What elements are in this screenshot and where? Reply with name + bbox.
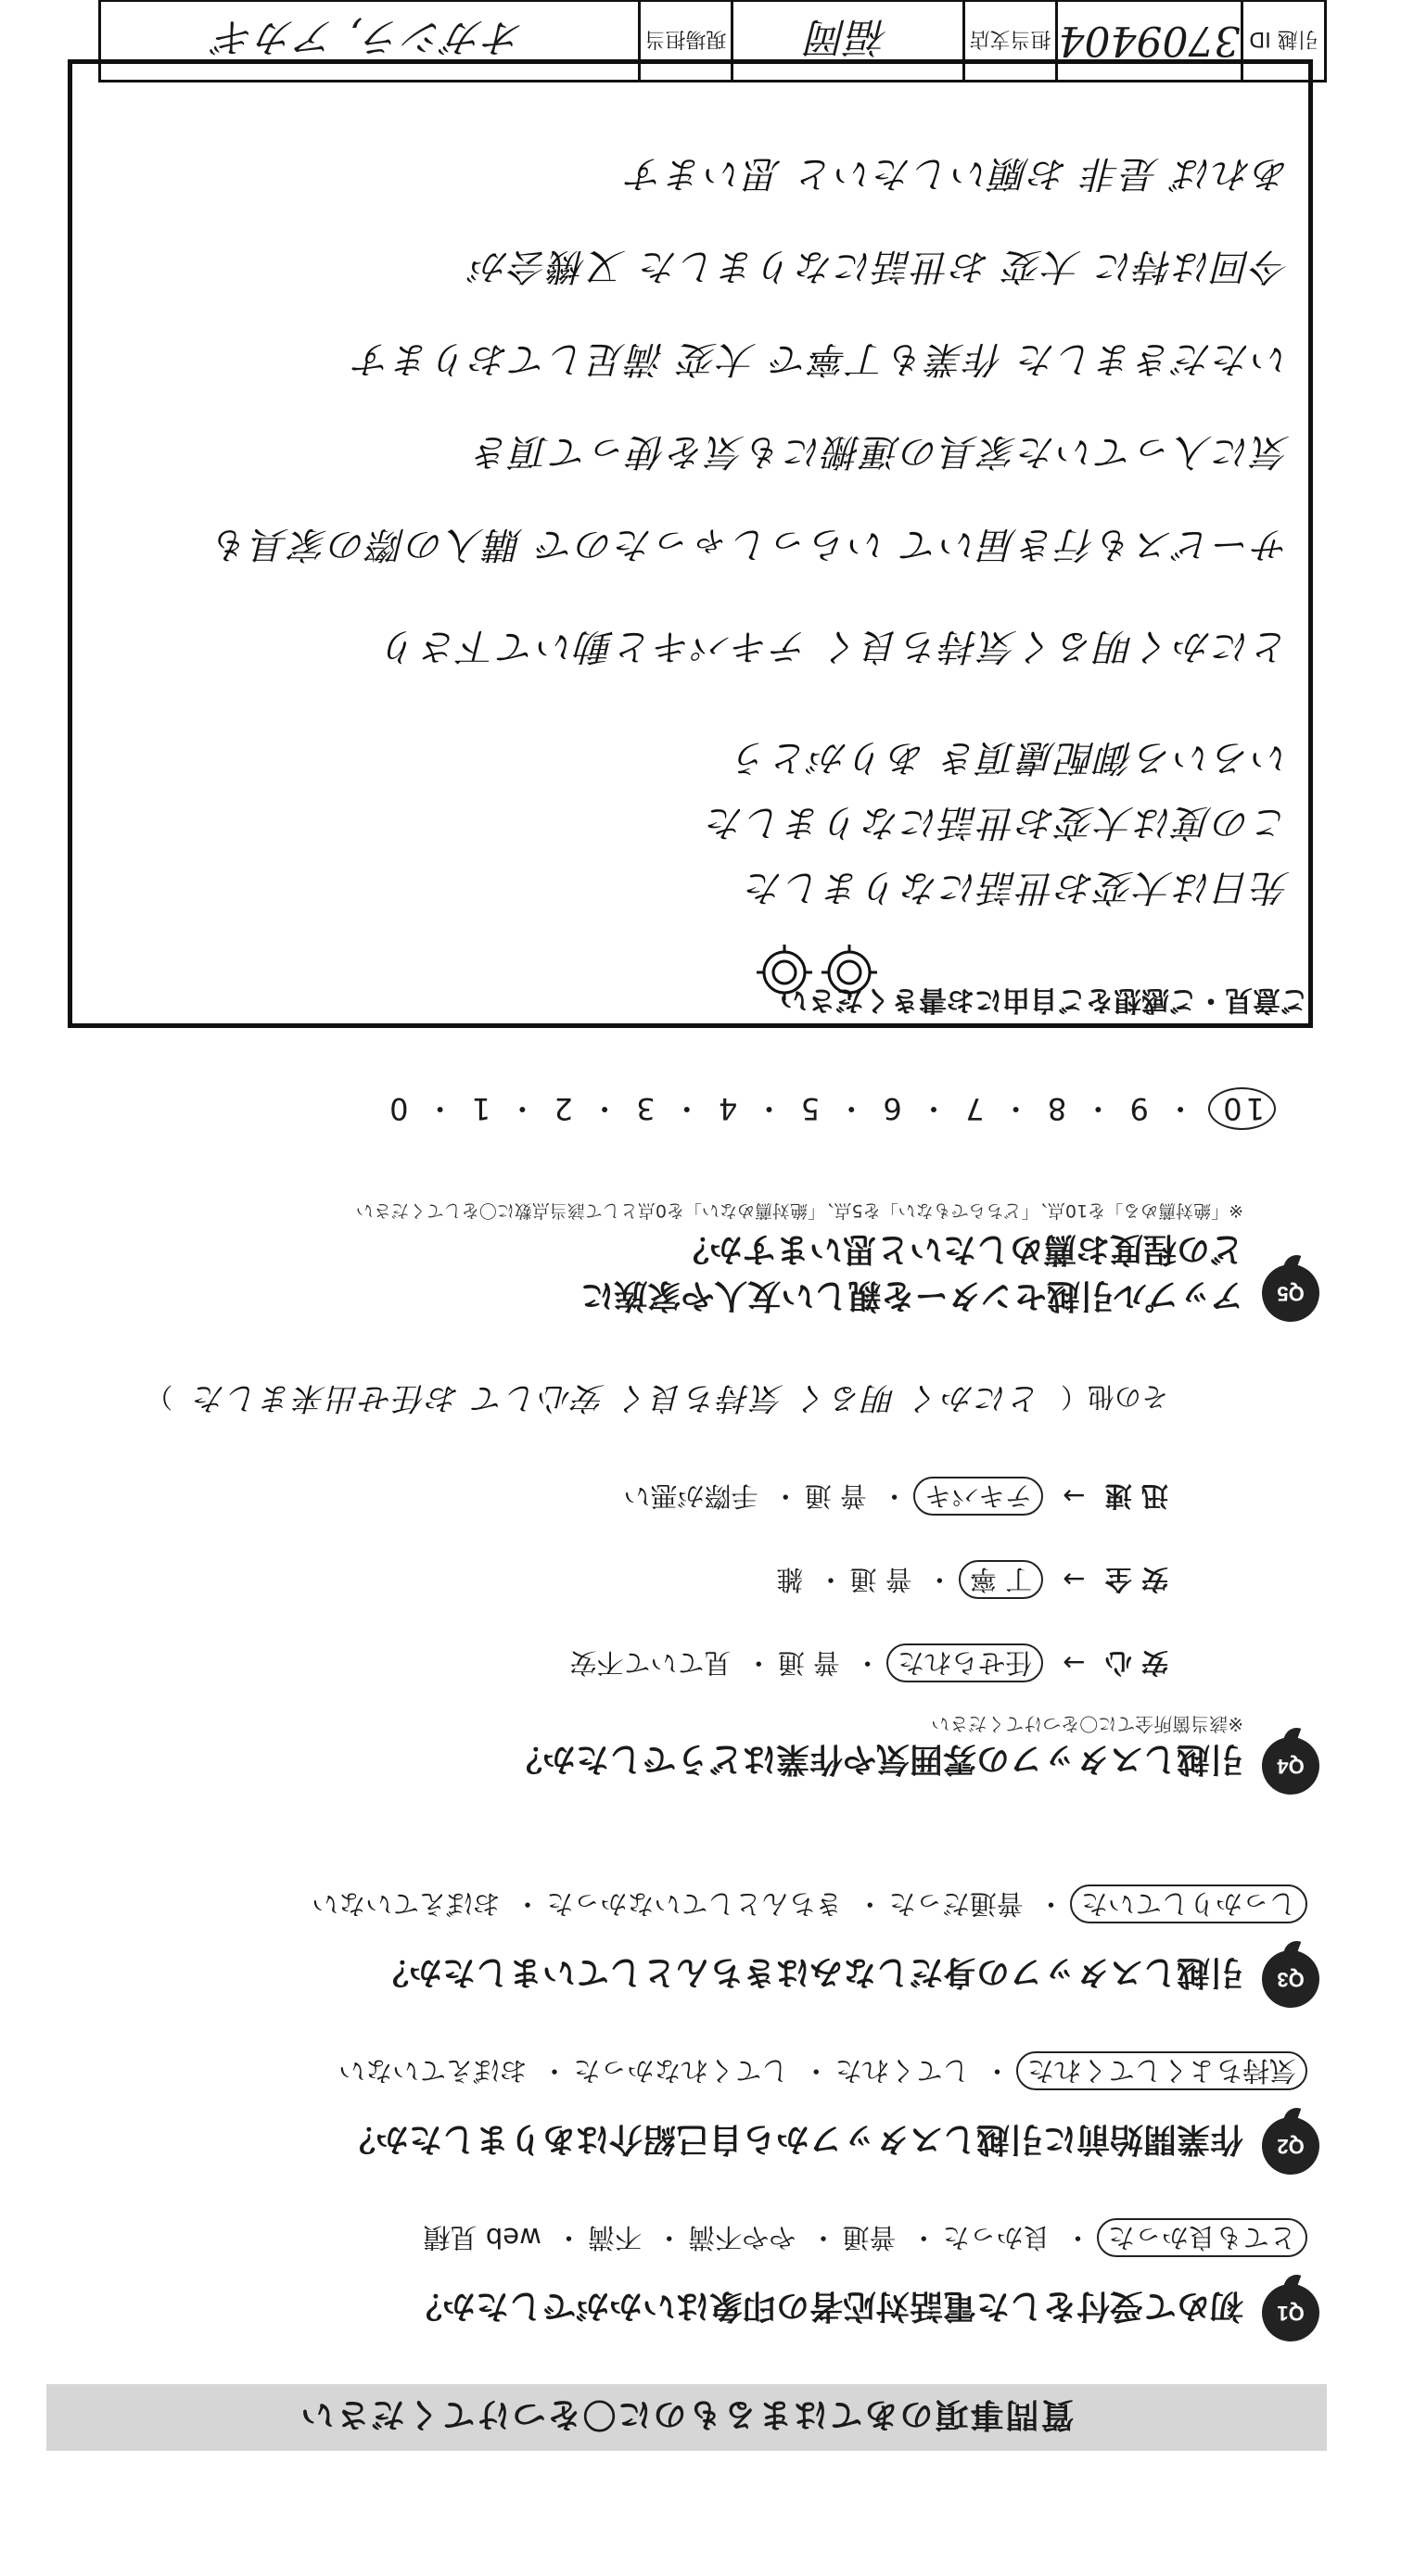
q4-option[interactable]: 雑	[776, 1564, 804, 1595]
q4-row-label: 安 全	[1104, 1564, 1168, 1595]
q5-text: アップル引越センターを親しい友人や家族に	[580, 1276, 1243, 1314]
comment-line: 先日は大変お世話になりました	[745, 866, 1290, 908]
q3-option[interactable]: きちんとしていなかった	[546, 1888, 843, 1920]
q4-row-label: 安 心	[1104, 1647, 1168, 1679]
flower-doodle-icon	[752, 935, 882, 1009]
comment-line: この度は大変お世話になりました	[706, 801, 1290, 844]
comment-line: とにかく明るく気持ち良く テキパキと動いて下さり	[380, 625, 1290, 667]
q2-option[interactable]: おぼえていない	[338, 2055, 528, 2087]
score-option[interactable]: 6	[879, 1091, 902, 1126]
comment-line: いろいろ御配慮頂き ありがとう	[731, 736, 1290, 779]
id-label: 引越 ID	[1249, 27, 1318, 51]
score-option[interactable]: 3	[632, 1091, 656, 1126]
q4-option[interactable]: テキパキ	[913, 1477, 1043, 1516]
header-table	[98, 0, 1327, 82]
q4-other	[140, 1378, 1174, 1424]
comment-title: ご意見・ご感想をご自由にお書きください	[780, 983, 1308, 1016]
arrow-icon: →	[1063, 1564, 1086, 1595]
comment-line: いただきました 作業も丁寧で 大変 満足しております	[352, 337, 1290, 380]
q1-option[interactable]: とても良かった	[1097, 2218, 1307, 2257]
person-label-cell	[638, 2, 731, 80]
person-value-cell	[101, 2, 638, 80]
q4-option[interactable]: 丁 寧	[959, 1560, 1043, 1599]
q1-options: とても良かった・ 良かった・ 普通・ やや不満・ 不満・ web 見積	[418, 2220, 1313, 2258]
q4-other-close: ）	[146, 1381, 173, 1413]
q1-option[interactable]: やや不満	[688, 2222, 796, 2253]
q4-other-handwritten[interactable]: とにかく 明るく 気持ち良く 安心して お任せ出来ました	[192, 1379, 1041, 1416]
q2-option[interactable]: 気持ちよくしてくれた	[1016, 2051, 1307, 2090]
q3-option[interactable]: 普通だった	[888, 1888, 1024, 1920]
q4-row-anshin: 安 心 → 任せられた・ 普 通・ 見ていて不安	[564, 1645, 1174, 1683]
id-value: 3709404	[1058, 17, 1241, 65]
q3-badge: Q3	[1262, 1950, 1319, 2008]
branch-label: 担当支店	[969, 27, 1051, 51]
q1-option[interactable]: 普通	[842, 2222, 897, 2253]
q1-option[interactable]: 良かった	[942, 2222, 1051, 2253]
branch-label-cell	[962, 2, 1055, 80]
arrow-icon: →	[1063, 1647, 1086, 1679]
q2-badge: Q2	[1262, 2117, 1319, 2175]
q5-note: ※「絶対薦める」を10点、「どちらでもない」を5点、「絶対薦めない」を0点として該当点数に〇をしてください	[355, 1200, 1243, 1221]
score-option[interactable]: 7	[962, 1091, 985, 1126]
score-option[interactable]: 5	[796, 1091, 821, 1126]
q5-scale: 10 ・ 9 ・ 8 ・ 7 ・ 6 ・ 5 ・ 4 ・ 3 ・ 2 ・ 1 ・ 0	[386, 1089, 1276, 1132]
q4-text: 引越しスタッフの雰囲気や作業はどうでしたか？	[508, 1740, 1243, 1778]
q3-text: 引越しスタッフの身だしなみはきちんとしていましたか？	[375, 1953, 1243, 1991]
person-label: 現場担当	[644, 27, 727, 51]
id-label-cell	[1241, 2, 1324, 80]
comment-line: 今回は特に 大変 お世話になりました 又機会が	[469, 245, 1290, 287]
arrow-icon: →	[1063, 1480, 1086, 1512]
score-option[interactable]: 2	[550, 1091, 573, 1126]
q4-option[interactable]: 普 通	[849, 1564, 912, 1595]
q4-option[interactable]: 見ていて不安	[569, 1647, 732, 1679]
score-option[interactable]: 9	[1126, 1091, 1149, 1126]
q4-option[interactable]: 普 通	[777, 1647, 840, 1679]
q4-row-label: 迅 速	[1104, 1480, 1168, 1512]
q4-option[interactable]: 普 通	[804, 1480, 867, 1512]
q4-note: ※該当箇所全てに〇をつけてください	[931, 1713, 1243, 1735]
q4-other-label: その他（	[1060, 1381, 1168, 1413]
q3-option[interactable]: しっかりしていた	[1070, 1884, 1307, 1923]
q4-badge: Q4	[1262, 1737, 1319, 1795]
q5-text-2: どの程度お薦めしたいと思いますか？	[675, 1230, 1243, 1268]
q4-option[interactable]: 手際が悪い	[623, 1480, 758, 1512]
score-option[interactable]: 1	[467, 1091, 491, 1126]
q2-options: 気持ちよくしてくれた・ してくれた・ してくれなかった・ おぼえていない	[333, 2053, 1313, 2091]
id-value-cell	[1055, 2, 1241, 80]
branch-value: 福岡	[807, 13, 889, 60]
q3-options: しっかりしていた・ 普通だった・ きちんとしていなかった・ おぼえていない	[306, 1886, 1313, 1924]
q1-text: 初めて受付をした電話対応者の印象はいかがでしたか？	[408, 2287, 1243, 2325]
q1-option[interactable]: web 見積	[423, 2222, 541, 2253]
q3-option[interactable]: おぼえていない	[312, 1888, 501, 1920]
instruction-banner: 質問事項のあてはまるものに〇をつけてください	[46, 2384, 1327, 2451]
q1-badge: Q1	[1262, 2284, 1319, 2341]
q2-option[interactable]: してくれなかった	[573, 2055, 789, 2087]
score-option[interactable]: 8	[1043, 1091, 1067, 1126]
comment-line: 気に入っていた家具の運搬にも気を使って頂き	[472, 430, 1290, 473]
comment-line: あれば 是非 お願いしたいと 思います	[625, 152, 1290, 195]
branch-value-cell	[731, 2, 962, 80]
score-option[interactable]: 0	[386, 1091, 409, 1126]
q4-row-anzen: 安 全 → 丁 寧・ 普 通・ 雑	[771, 1562, 1174, 1600]
q2-option[interactable]: してくれた	[834, 2055, 970, 2087]
comment-line: サービスも行き届いて いらっしゃったので 購入の際の家具も	[210, 523, 1290, 565]
person-value: オガシラ, アカギ	[214, 13, 525, 60]
score-option[interactable]: 10	[1208, 1087, 1276, 1130]
q4-option[interactable]: 任せられた	[886, 1643, 1043, 1682]
q4-row-jinsoku: 迅 速 → テキパキ・ 普 通・ 手際が悪い	[618, 1478, 1174, 1516]
q2-text: 作業開始前に引越しスタッフから自己紹介はありましたか？	[341, 2120, 1243, 2158]
q5-badge: Q5	[1262, 1264, 1319, 1322]
score-option[interactable]: 4	[714, 1091, 738, 1126]
q1-option[interactable]: 不満	[588, 2222, 643, 2253]
